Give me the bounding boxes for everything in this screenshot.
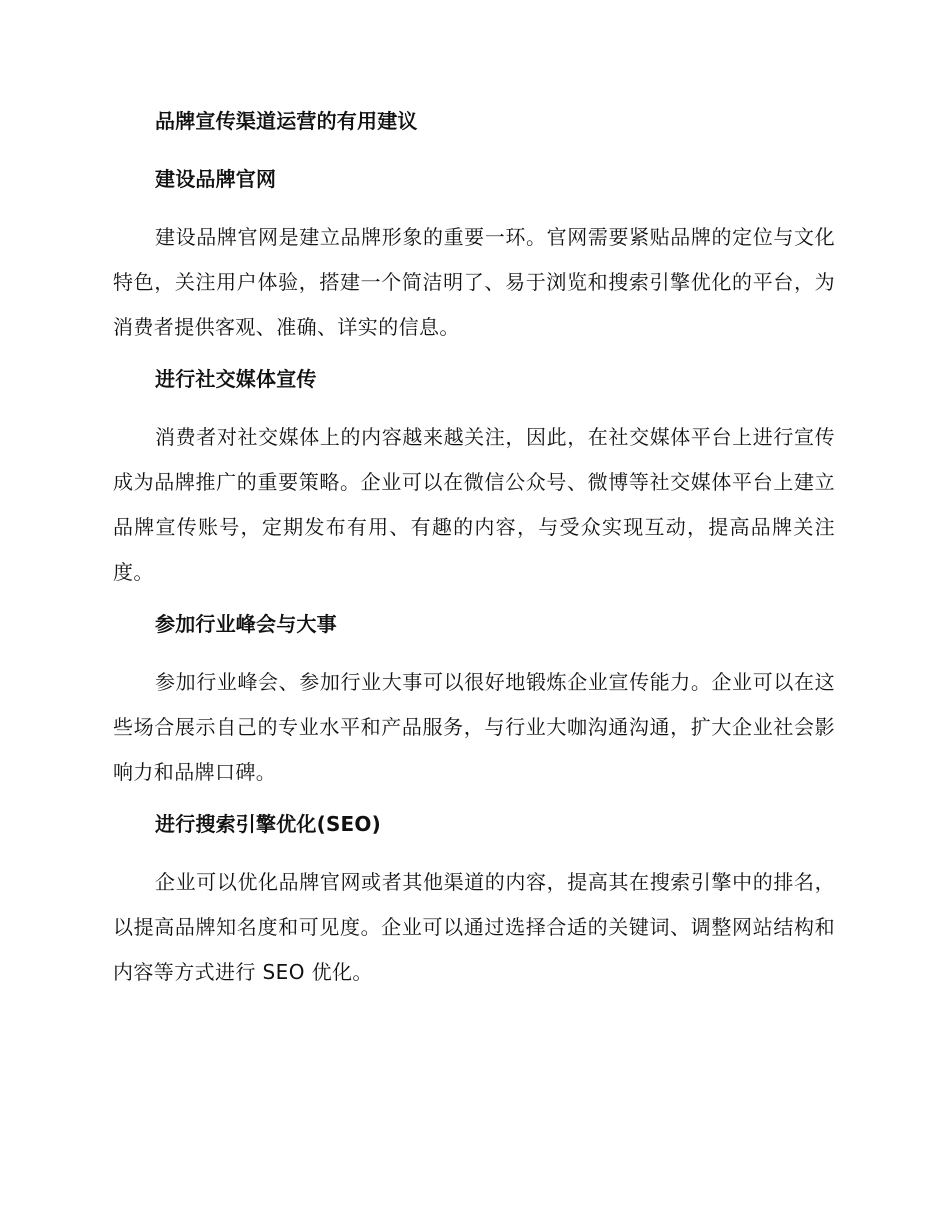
section-heading: 建设品牌官网 [155,167,277,191]
section-paragraph: 参加行业峰会、参加行业大事可以很好地锻炼企业宣传能力。企业可以在这些场合展示自己的专业水平和产品服务，与行业大咖沟通沟通，扩大企业社会影响力和品牌口碑。 [113,670,835,784]
document-page [113,106,835,1009]
section-heading: 进行社交媒体宣传 [155,367,317,391]
document-title: 品牌宣传渠道运营的有用建议 [155,109,418,133]
section-seo [113,809,835,995]
section-paragraph: 企业可以优化品牌官网或者其他渠道的内容，提高其在搜索引擎中的排名，以提高品牌知名度和可见度。企业可以通过选择合适的关键词、调整网站结构和内容等方式进行 SEO 优化。 [113,870,835,984]
section-official-website [113,164,835,350]
section-heading: 参加行业峰会与大事 [155,612,337,636]
section-paragraph: 建设品牌官网是建立品牌形象的重要一环。官网需要紧贴品牌的定位与文化特色，关注用户体验，搭建一个简洁明了、易于浏览和搜索引擎优化的平台，为消费者提供客观、准确、详实的信息。 [113,225,835,339]
section-heading: 进行搜索引擎优化(SEO) [155,812,381,836]
section-industry-events [113,609,835,795]
section-social-media [113,364,835,595]
section-paragraph: 消费者对社交媒体上的内容越来越关注，因此，在社交媒体平台上进行宣传成为品牌推广的重要策略。企业可以在微信公众号、微博等社交媒体平台上建立品牌宣传账号，定期发布有用、有趣的内容，与受众实现互动，提高品牌关注度。 [113,425,835,584]
